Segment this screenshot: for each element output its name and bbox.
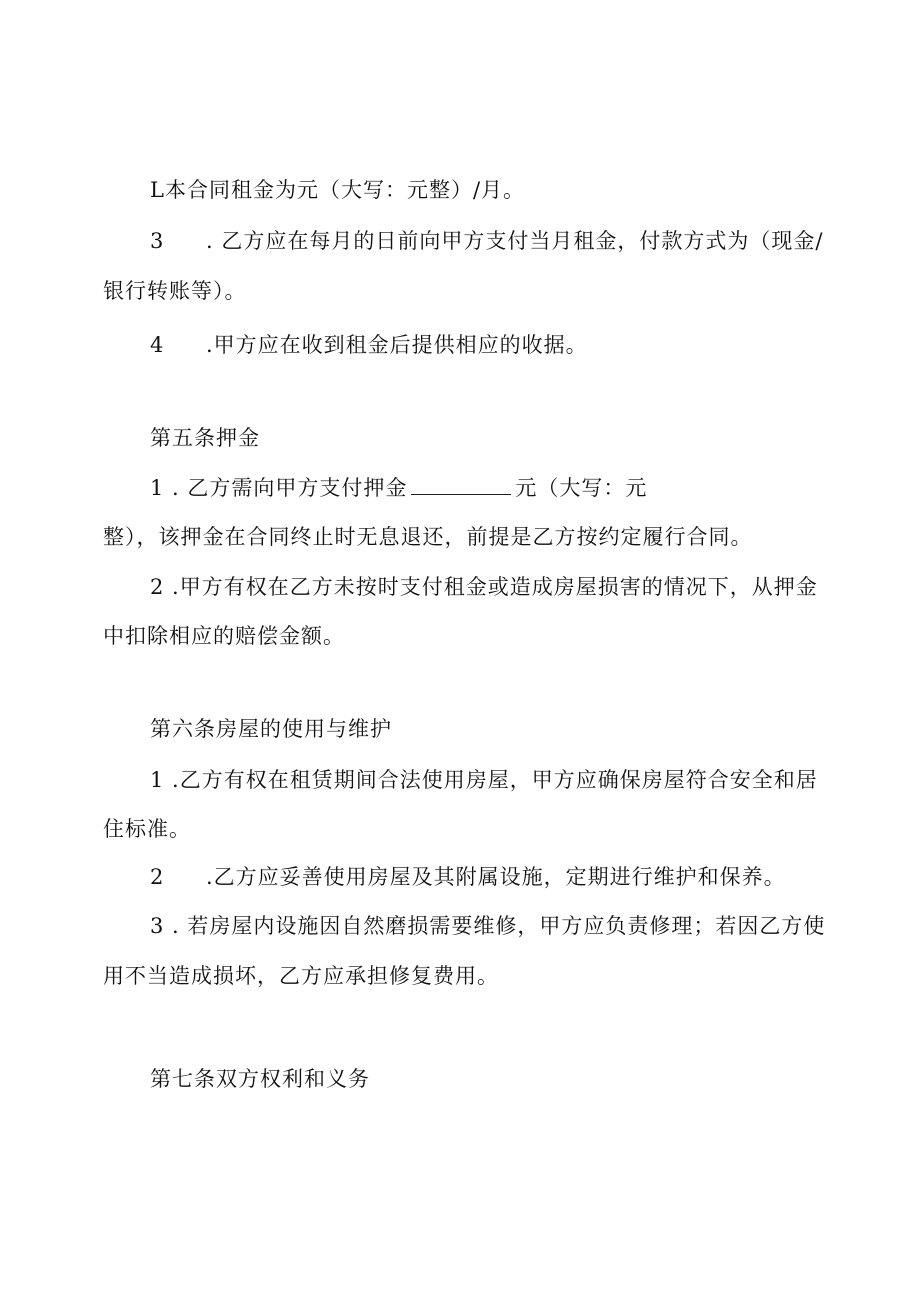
section-5-heading: 第五条押金 — [150, 426, 260, 450]
use-clause-1-line2: 住标准。 — [103, 817, 191, 841]
clause-text: .乙方应妥善使用房屋及其附属设施，定期进行维护和保养。 — [206, 865, 786, 889]
use-clause-3-line2: 用不当造成损坏，乙方应承担修复费用。 — [103, 964, 499, 988]
clause-text: 元（大写：元 — [515, 476, 648, 500]
deposit-clause-1-line2: 整），该押金在合同终止时无息退还，前提是乙方按约定履行合同。 — [103, 525, 753, 549]
clause-number: 4 — [150, 333, 165, 357]
deposit-clause-1-line1 — [150, 473, 647, 503]
section-6-heading: 第六条房屋的使用与维护 — [150, 717, 392, 741]
clause-number: 2 — [150, 865, 165, 889]
rent-clause-1: L本合同租金为元（大写：元整）/月。 — [150, 178, 526, 202]
clause-text: . 乙方应在每月的日前向甲方支付当月租金，付款方式为（现金/ — [206, 229, 824, 253]
rent-clause-3-line1 — [150, 226, 823, 256]
clause-text: 1 . 乙方需向甲方支付押金 — [150, 476, 408, 500]
deposit-clause-2-line2: 中扣除相应的赔偿金额。 — [103, 624, 345, 648]
deposit-amount-blank — [411, 476, 511, 495]
deposit-clause-2-line1: 2 .甲方有权在乙方未按时支付租金或造成房屋损害的情况下，从押金 — [150, 575, 818, 599]
use-clause-1-line1: 1 .乙方有权在租赁期间合法使用房屋，甲方应确保房屋符合安全和居 — [150, 768, 818, 792]
rent-clause-4 — [150, 330, 588, 360]
rent-clause-3-line2: 银行转账等）。 — [103, 279, 247, 303]
clause-text: .甲方应在收到租金后提供相应的收据。 — [206, 333, 588, 357]
section-7-heading: 第七条双方权利和义务 — [150, 1067, 370, 1091]
use-clause-3-line1: 3 . 若房屋内设施因自然磨损需要维修，甲方应负责修理；若因乙方使 — [150, 914, 826, 938]
clause-number: 3 — [150, 229, 165, 253]
use-clause-2 — [150, 862, 786, 892]
